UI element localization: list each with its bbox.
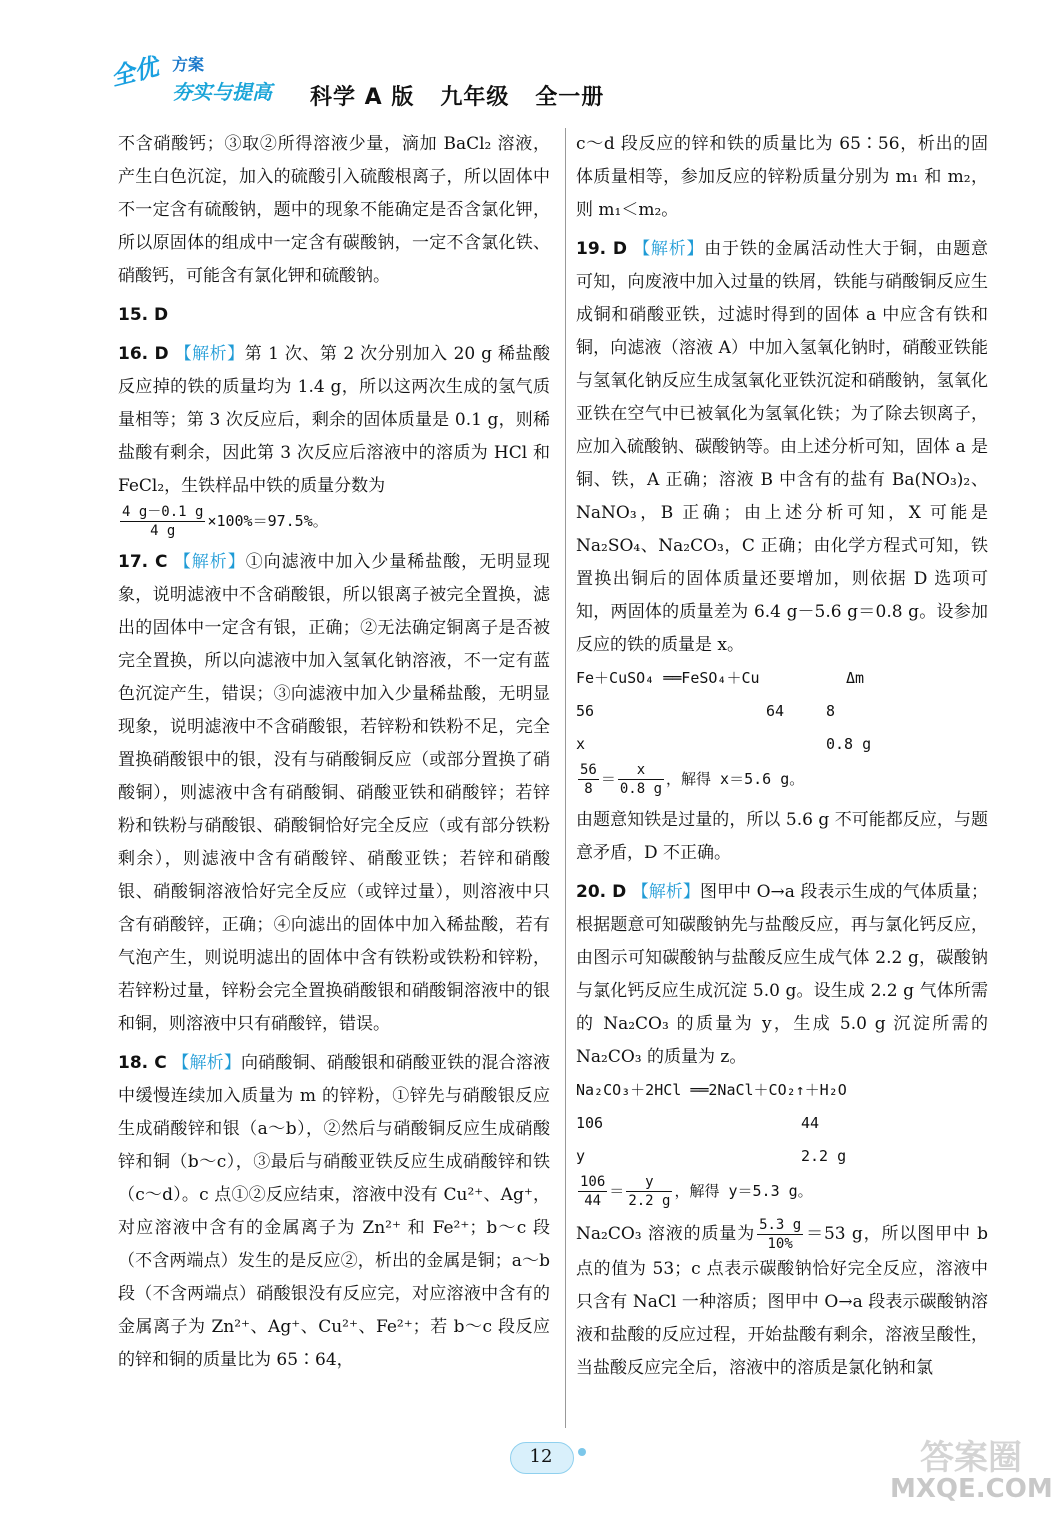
column-divider: [565, 128, 566, 1428]
analysis-tag: 【解析】: [631, 882, 700, 902]
equation-na2co3-hcl: Na₂CO₃＋2HCl ══2NaCl＋CO₂↑＋H₂O: [576, 1081, 847, 1099]
formula-line: [118, 503, 550, 540]
answer-16: [118, 338, 550, 503]
formula-result: ×100%＝97.5%。: [207, 512, 328, 530]
question-number: 19. D: [576, 239, 627, 259]
fraction: $\frac{5.3 g}{10\%}$: [759, 1217, 802, 1252]
analysis-text: ①向滤液中加入少量稀盐酸，无明显现象，说明滤液中不含硝酸银，所以银离子被完全置换，滤出的固体中一定含有银，正确；②无法确定铜离子是否被完全置换，所以向滤液中加入氢氧化钠溶液，不一定有蓝色沉淀产生，错误；③向滤液中加入少量稀盐酸，无明显现象，说明滤液中不含硝酸银，若锌粉和铁粉不足，完全置换硝酸银中的银，没有与硝酸铜反应（或部分置换了硝酸铜），则滤液中含有硝酸铜、硝酸亚铁和硝酸锌；若锌粉和铁粉与硝酸银、硝酸铜恰好完全反应（或有部分铁粉剩余），则滤液中含有硝酸锌、硝酸亚铁；若锌和硝酸银、硝酸铜溶液恰好完全反应（或锌过量），则溶液中只含有硝酸锌，正确；④向滤出的固体中加入稀盐酸，若有气泡产生，则说明滤出的固体中含有铁粉或铁粉和锌粉，若锌粉过量，锌粉会完全置换硝酸银和硝酸铜溶液中的银和铜，则溶液中只有硝酸锌，错误。: [118, 552, 551, 1034]
left-column: [118, 128, 550, 1377]
fraction: $\frac{x}{0.8 g}$: [619, 762, 663, 797]
analysis-tag: 【解析】: [173, 552, 246, 572]
proportion-line: $\frac{106}{44}$ ＝ $\frac{y}{2.2 g}$ ，解得 y＝5.3 g。: [580, 1174, 813, 1209]
logo-text-bottom: 夯实与提高: [172, 80, 272, 104]
question-number: 20. D: [576, 882, 627, 902]
question-number: 18. C: [118, 1053, 167, 1073]
paragraph-continued: 不含硝酸钙；③取②所得溶液少量，滴加 BaCl₂ 溶液，产生白色沉淀，加入的硫酸引入硫酸根离子，所以固体中不一定含有硫酸钠，题中的现象不能确定是否含氯化钾，所以原固体的组成中一定含有碳酸钠，一定不含氯化铁、硝酸钙，可能含有氯化钾和硫酸钠。: [118, 134, 550, 286]
analysis-text: 图甲中 O→a 段表示生成的气体质量；根据题意可知碳酸钠先与盐酸反应，再与氯化钙反应，由图示可知碳酸钠与盐酸反应生成气体 2.2 g，碳酸钠与氯化钙反应生成沉淀 5.0 g。设生成 2.2 g 气体所需的 Na₂CO₃ 的质量为 y，生成 5.0 g 沉淀所需的 Na₂CO₃ 的质量为 z。: [576, 882, 988, 1067]
brand-logo: [107, 48, 300, 108]
analysis-text: 由于铁的金属活动性大于铜，由题意可知，向废液中加入过量的铁屑，铁能与硝酸铜反应生成铜和硝酸亚铁，过滤时得到的固体 a 中应含有铁和铜，向滤液（溶液 A）中加入氢氧化钠时，硝酸亚铁能与氢氧化钠反应生成氢氧化亚铁沉淀和硝酸钠，氢氧化亚铁在空气中已被氧化为氢氧化铁；为了除去钡离子，应加入硫酸钠、碳酸钠等。由上述分析可知，固体 a 是铜、铁，A 正确；溶液 B 中含有的盐有 Ba(NO₃)₂、NaNO₃，B 正确；由上述分析可知，X 可能是 Na₂SO₄、Na₂CO₃，C 正确；由化学方程式可知，铁置换出铜后的固体质量还要增加，则依据 D 选项可知，两固体的质量差为 6.4 g－5.6 g＝0.8 g。设参加反应的铁的质量是 x。: [576, 239, 989, 655]
conclusion-text: 由题意知铁是过量的，所以 5.6 g 不可能都反应，与题意矛盾，D 不正确。: [576, 810, 988, 863]
answer-19: [576, 233, 988, 662]
question-number: 16. D: [118, 344, 169, 364]
question-number: 17. C: [118, 552, 168, 572]
equation-ratio-row: 56 64 8: [576, 702, 836, 720]
fraction: $\frac{56}{8}$: [580, 762, 597, 797]
watermark-text: MXQE.COM: [890, 1474, 1053, 1504]
book-subject-title: 科学 A 版 九年级 全一册: [310, 85, 605, 110]
analysis-text: 第 1 次、第 2 次分别加入 20 g 稀盐酸反应掉的铁的质量均为 1.4 g，所以这两次生成的氢气质量相等；第 3 次反应后，剩余的固体质量是 0.1 g，则稀盐酸有剩余，因此第 3 次反应后溶液中的溶质为 HCl 和 FeCl₂，生铁样品中铁的质量分数为: [118, 344, 550, 496]
proportion-line: $\frac{56}{8}$ ＝ $\frac{x}{0.8 g}$ ，解得 x＝5.6 g。: [580, 762, 805, 797]
analysis-text: 向硝酸铜、硝酸银和硝酸亚铁的混合溶液中缓慢连续加入质量为 m 的锌粉，①锌先与硝酸银反应生成硝酸锌和银（a～b），②然后与硝酸铜反应生成硝酸锌和铜（b～c），③最后与硝酸亚铁反应生成硝酸锌和铁（c～d）。c 点①②反应结束，溶液中没有 Cu²⁺、Ag⁺，对应溶液中含有的金属离子为 Zn²⁺ 和 Fe²⁺；b～c 段（不含两端点）发生的是反应②，析出的金属是铜；a～b 段（不含两端点）硝酸银没有反应完，对应溶液中含有的金属离子为 Zn²⁺、Ag⁺、Cu²⁺、Fe²⁺；若 b～c 段反应的锌和铜的质量比为 65∶64，: [118, 1053, 551, 1370]
answer-17: [118, 546, 550, 1041]
answer-20: [576, 876, 988, 1074]
fraction: $\frac{4 g-0.1 g}{4 g}$: [122, 504, 204, 539]
question-number: 15. D: [118, 305, 169, 325]
page-number-badge: [510, 1436, 590, 1476]
analysis-tag: 【解析】: [633, 239, 705, 259]
equation-unknown-row: x 0.8 g: [576, 735, 872, 753]
answer-15: [118, 299, 550, 332]
fraction: $\frac{106}{44}$: [580, 1174, 606, 1209]
answer-18: [118, 1047, 550, 1377]
page-number: 12: [529, 1446, 553, 1467]
equation-fe-cuso4: Fe＋CuSO₄ ══FeSO₄＋Cu Δm: [576, 669, 865, 687]
fraction: $\frac{y}{2.2 g}$: [628, 1174, 671, 1209]
analysis-tag: 【解析】: [174, 344, 245, 364]
watermark-logo: 答案圈: [920, 1438, 1022, 1478]
equation-unknown-row: y 2.2 g: [576, 1147, 847, 1165]
page-header: [0, 0, 1060, 120]
right-column: [576, 128, 988, 1385]
equation-ratio-row: 106 44: [576, 1114, 820, 1132]
paragraph-continued: c～d 段反应的锌和铁的质量比为 65∶56，析出的固体质量相等，参加反应的锌粉质量分别为 m₁ 和 m₂，则 m₁＜m₂。: [576, 134, 988, 220]
analysis-tag: 【解析】: [172, 1053, 241, 1073]
solution-text: Na₂CO₃ 溶液的质量为 $\frac{5.3 g}{10\%}$ ＝53 g，所以图甲中 b 点的值为 53；c 点表示碳酸钠恰好完全反应，溶液中只含有 NaCl 一种溶质；图甲中 O→a 段表示碳酸钠溶液和盐酸的反应过程，开始盐酸有剩余，溶液呈酸性，当盐酸反应完全后，溶液中的溶质是氯化钠和氯: [576, 1217, 988, 1378]
logo-text-main: 全优: [107, 52, 162, 92]
decorative-dot: [578, 1448, 586, 1456]
logo-text-top: 方案: [172, 55, 205, 74]
